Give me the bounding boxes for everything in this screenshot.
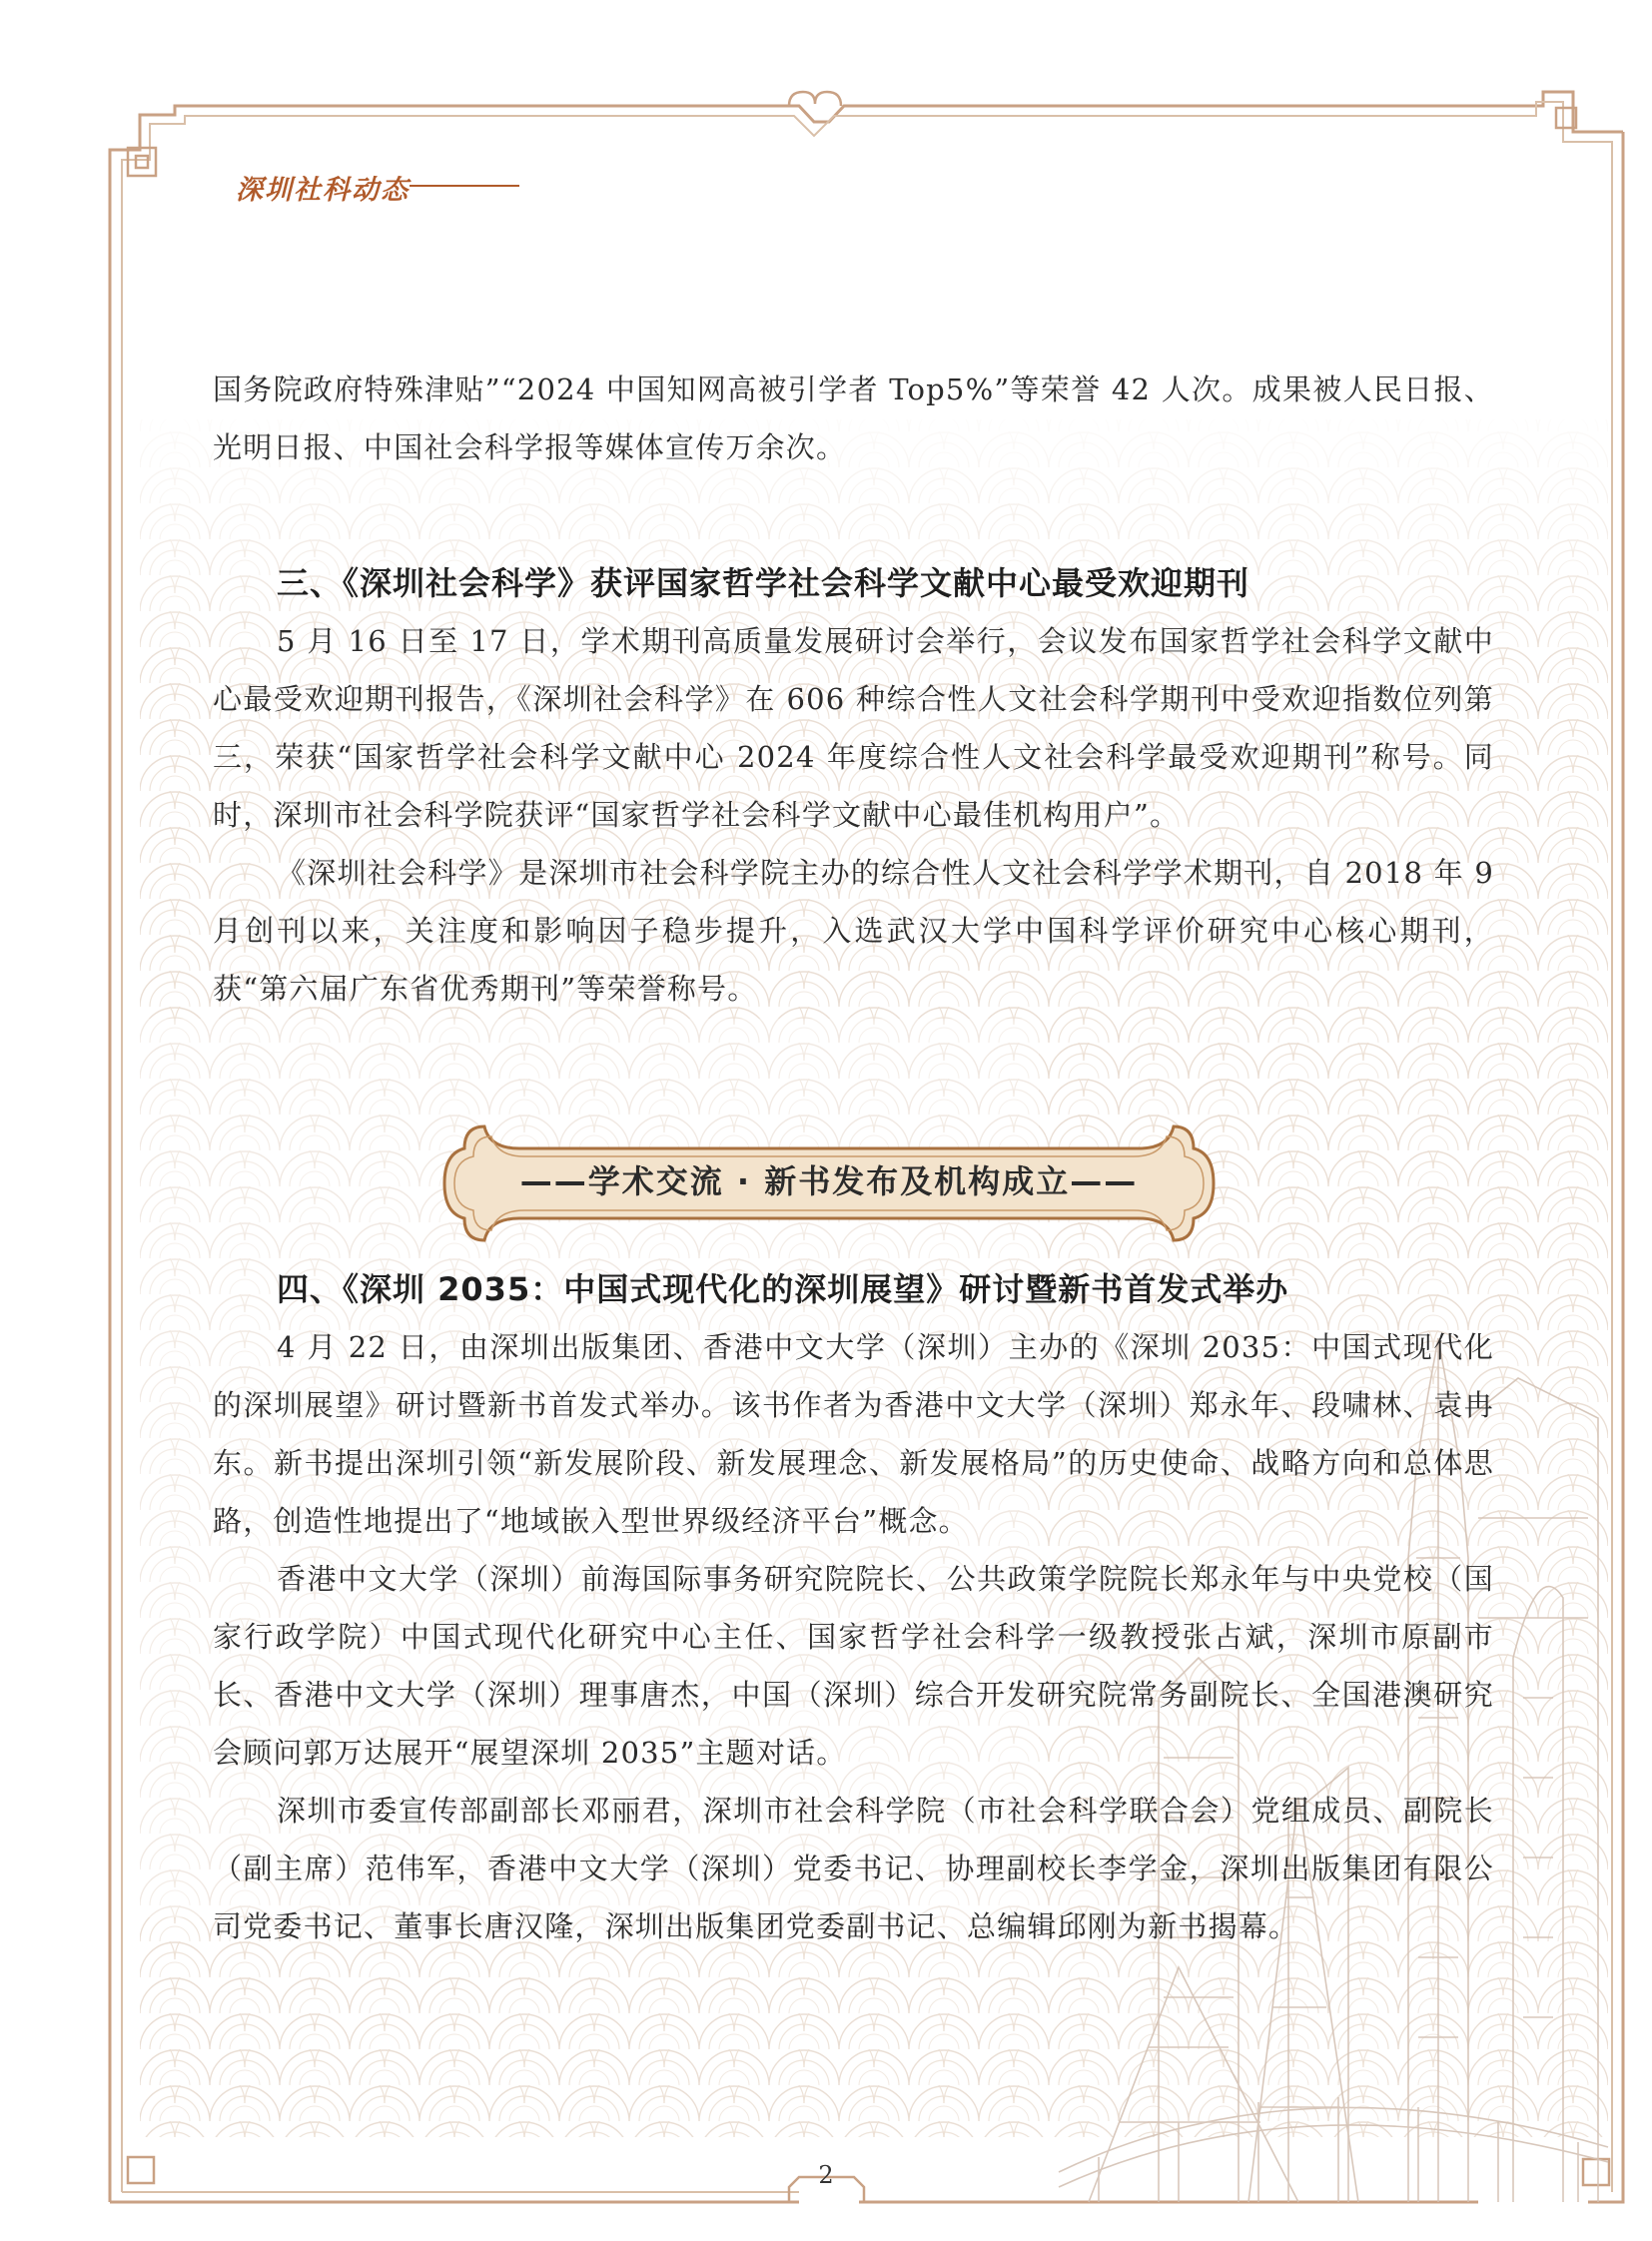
section-3-paragraph-1: 5 月 16 日至 17 日，学术期刊高质量发展研讨会举行，会议发布国家哲学社会科学文献中心最受欢迎期刊报告，《深圳社会科学》在 606 种综合性人文社会科学期刊中受欢迎指数位列第三，荣获“国家哲学社会科学文献中心 2024 年度综合性人文社会科学最受欢迎期刊”称号。同时，深圳市社会科学院获评“国家哲学社会科学文献中心最佳机构用户”。 <box>213 624 1494 832</box>
section-4-heading: 四、《深圳 2035：中国式现代化的深圳展望》研讨暨新书首发式举办 <box>277 1270 1289 1308</box>
section-banner-label: ——学术交流 · 新书发布及机构成立—— <box>519 1162 1139 1200</box>
section-3-heading: 三、《深圳社会科学》获评国家哲学社会科学文献中心最受欢迎期刊 <box>277 564 1250 602</box>
section-4-paragraph-2: 香港中文大学（深圳）前海国际事务研究院院长、公共政策学院院长郑永年与中央党校（国家行政学院）中国式现代化研究中心主任、国家哲学社会科学一级教授张占斌，深圳市原副市长、香港中文大学（深圳）理事唐杰，中国（深圳）综合开发研究院常务副院长、全国港澳研究会顾问郭万达展开“展望深圳 2035”主题对话。 <box>213 1562 1494 1770</box>
section-4 <box>213 1260 1494 1955</box>
page-number: 2 <box>818 2161 834 2189</box>
intro-paragraph: 国务院政府特殊津贴”“2024 中国知网高被引学者 Top5%”等荣誉 42 人次。成果被人民日报、光明日报、中国社会科学报等媒体宣传万余次。 <box>213 373 1494 464</box>
section-3 <box>213 554 1494 1018</box>
section-4-paragraph-1: 4 月 22 日，由深圳出版集团、香港中文大学（深圳）主办的《深圳 2035：中国式现代化的深圳展望》研讨暨新书首发式举办。该书作者为香港中文大学（深圳）郑永年、段啸林、袁冉东。新书提出深圳引领“新发展阶段、新发展理念、新发展格局”的历史使命、战略方向和总体思路，创造性地提出了“地域嵌入型世界级经济平台”概念。 <box>213 1330 1494 1538</box>
cloud-ornament <box>789 92 841 106</box>
intro-block <box>213 361 1494 476</box>
header-rule <box>410 185 519 187</box>
section-3-paragraph-2: 《深圳社会科学》是深圳市社会科学院主办的综合性人文社会科学学术期刊，自 2018 年 9 月创刊以来，关注度和影响因子稳步提升，入选武汉大学中国科学评价研究中心核心期刊，获“第六届广东省优秀期刊”等荣誉称号。 <box>213 856 1494 1006</box>
header-section-title: 深圳社科动态 <box>236 175 410 206</box>
section-4-paragraph-3: 深圳市委宣传部副部长邓丽君，深圳市社会科学院（市社会科学联合会）党组成员、副院长（副主席）范伟军，香港中文大学（深圳）党委书记、协理副校长李学金，深圳出版集团有限公司党委书记、董事长唐汉隆，深圳出版集团党委副书记、总编辑邱刚为新书揭幕。 <box>213 1794 1494 1943</box>
